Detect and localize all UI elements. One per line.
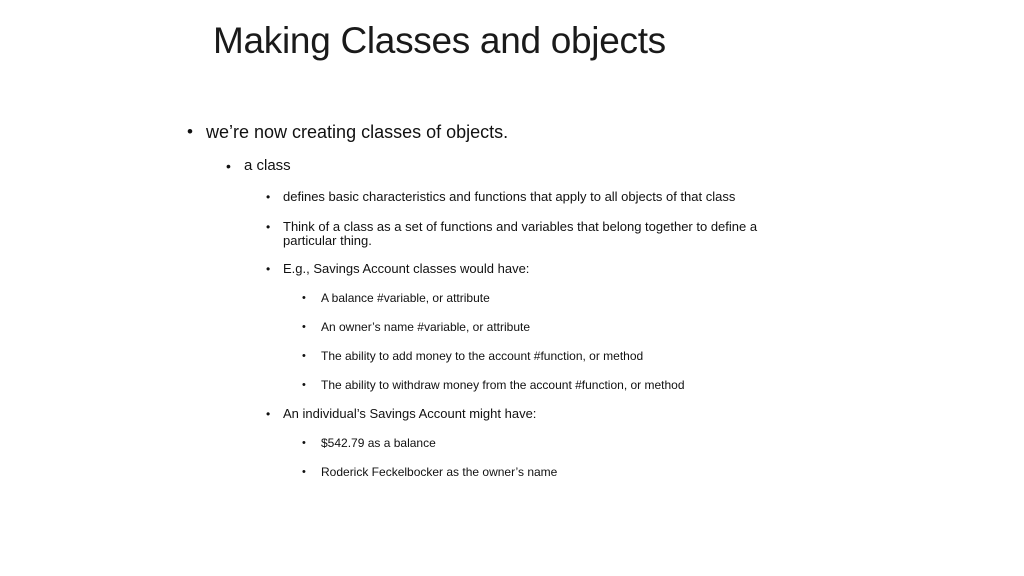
bullet-icon: • bbox=[266, 220, 271, 234]
bullet-item bbox=[187, 121, 806, 143]
bullet-item bbox=[302, 320, 791, 334]
bullet-item bbox=[302, 465, 791, 479]
bullet-text: a class bbox=[244, 157, 291, 174]
bullet-item bbox=[302, 436, 791, 450]
bullet-item bbox=[266, 189, 813, 204]
bullet-item bbox=[226, 156, 804, 176]
bullet-item bbox=[302, 291, 791, 305]
bullet-item bbox=[266, 406, 788, 421]
bullet-icon: • bbox=[302, 437, 306, 449]
bullet-icon: • bbox=[302, 379, 306, 391]
bullet-text: An individual’s Savings Account might have: bbox=[283, 406, 537, 421]
bullet-icon: • bbox=[302, 350, 306, 362]
bullet-icon: • bbox=[302, 466, 306, 478]
bullet-text: defines basic characteristics and functions that apply to all objects of that class bbox=[283, 189, 736, 204]
slide-title: Making Classes and objects bbox=[213, 20, 666, 61]
bullet-icon: • bbox=[226, 158, 231, 174]
bullet-icon: • bbox=[266, 262, 271, 276]
bullet-text: The ability to add money to the account #function, or method bbox=[321, 349, 644, 363]
bullet-item bbox=[302, 378, 791, 392]
bullet-icon: • bbox=[187, 122, 193, 141]
bullet-text: E.g., Savings Account classes would have: bbox=[283, 261, 530, 276]
bullet-text: Think of a class as a set of functions and variables that belong together to define a particular thing. bbox=[283, 219, 758, 248]
bullet-text: An owner’s name #variable, or attribute bbox=[321, 320, 531, 334]
bullet-text: The ability to withdraw money from the account #function, or method bbox=[321, 378, 685, 392]
bullet-icon: • bbox=[266, 190, 271, 204]
bullet-icon: • bbox=[302, 321, 306, 333]
bullet-text: $542.79 as a balance bbox=[321, 436, 436, 450]
bullet-icon: • bbox=[302, 292, 306, 304]
bullet-item bbox=[266, 261, 788, 276]
bullet-item bbox=[266, 219, 788, 248]
bullet-text: Roderick Feckelbocker as the owner’s name bbox=[321, 465, 558, 479]
bullet-icon: • bbox=[266, 407, 271, 421]
bullet-item bbox=[302, 349, 791, 363]
bullet-text: we’re now creating classes of objects. bbox=[206, 122, 509, 142]
bullet-text: A balance #variable, or attribute bbox=[321, 291, 490, 305]
